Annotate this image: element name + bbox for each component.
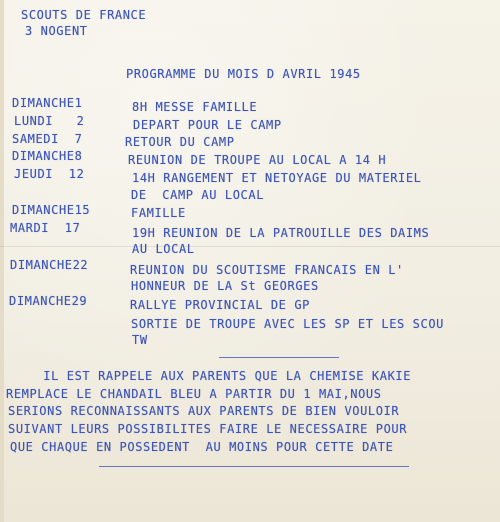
schedule-event: REUNION DE TROUPE AU LOCAL A 14 H bbox=[128, 153, 387, 167]
notice-line: IL EST RAPPELE AUX PARENTS QUE LA CHEMISE KAKIE bbox=[12, 369, 412, 383]
notice-line: QUE CHAQUE EN POSSEDENT AU MOINS POUR CETTE DATE bbox=[10, 440, 394, 454]
schedule-event: HONNEUR DE LA St GEORGES bbox=[131, 279, 319, 293]
schedule-event: DEPART POUR LE CAMP bbox=[133, 118, 282, 132]
schedule-event: 14H RANGEMENT ET NETOYAGE DU MATERIEL bbox=[132, 171, 422, 185]
schedule-day: DIMANCHE1 bbox=[12, 96, 83, 110]
schedule-event: REUNION DU SCOUTISME FRANCAIS EN L' bbox=[130, 263, 404, 277]
schedule-day: DIMANCHE8 bbox=[12, 149, 83, 163]
schedule-event: 19H REUNION DE LA PATROUILLE DES DAIMS bbox=[132, 226, 430, 240]
schedule-day: DIMANCHE22 bbox=[10, 258, 89, 272]
org-name: SCOUTS DE FRANCE bbox=[21, 8, 147, 22]
schedule-event: DE CAMP AU LOCAL bbox=[131, 188, 265, 202]
unit-name: 3 NOGENT bbox=[25, 24, 88, 38]
schedule-event: 8H MESSE FAMILLE bbox=[132, 100, 258, 114]
schedule-event: FAMILLE bbox=[131, 206, 186, 220]
notice-line: SUIVANT LEURS POSSIBILITES FAIRE LE NECESSAIRE POUR bbox=[8, 422, 408, 436]
schedule-day: DIMANCHE15 bbox=[12, 203, 91, 217]
schedule-event: RALLYE PROVINCIAL DE GP bbox=[130, 298, 310, 312]
schedule-day: LUNDI 2 bbox=[14, 114, 85, 128]
separator-rule bbox=[219, 357, 339, 358]
schedule-day: SAMEDI 7 bbox=[12, 132, 83, 146]
schedule-day: MARDI 17 bbox=[10, 221, 81, 235]
schedule-day: JEUDI 12 bbox=[14, 167, 85, 181]
notice-line: SERIONS RECONNAISSANTS AUX PARENTS DE BIEN VOULOIR bbox=[8, 404, 400, 418]
schedule-day: DIMANCHE29 bbox=[9, 294, 88, 308]
separator-rule bbox=[99, 466, 409, 467]
document-title: PROGRAMME DU MOIS D AVRIL 1945 bbox=[126, 67, 361, 81]
notice-line: REMPLACE LE CHANDAIL BLEU A PARTIR DU 1 MAI,NOUS bbox=[6, 387, 382, 401]
schedule-event: SORTIE DE TROUPE AVEC LES SP ET LES SCOU bbox=[131, 317, 444, 331]
paper-edge bbox=[0, 0, 4, 522]
schedule-event: RETOUR DU CAMP bbox=[125, 135, 235, 149]
paper-fold bbox=[0, 246, 500, 247]
schedule-event: TW bbox=[132, 333, 148, 347]
schedule-event: AU LOCAL bbox=[132, 242, 195, 256]
